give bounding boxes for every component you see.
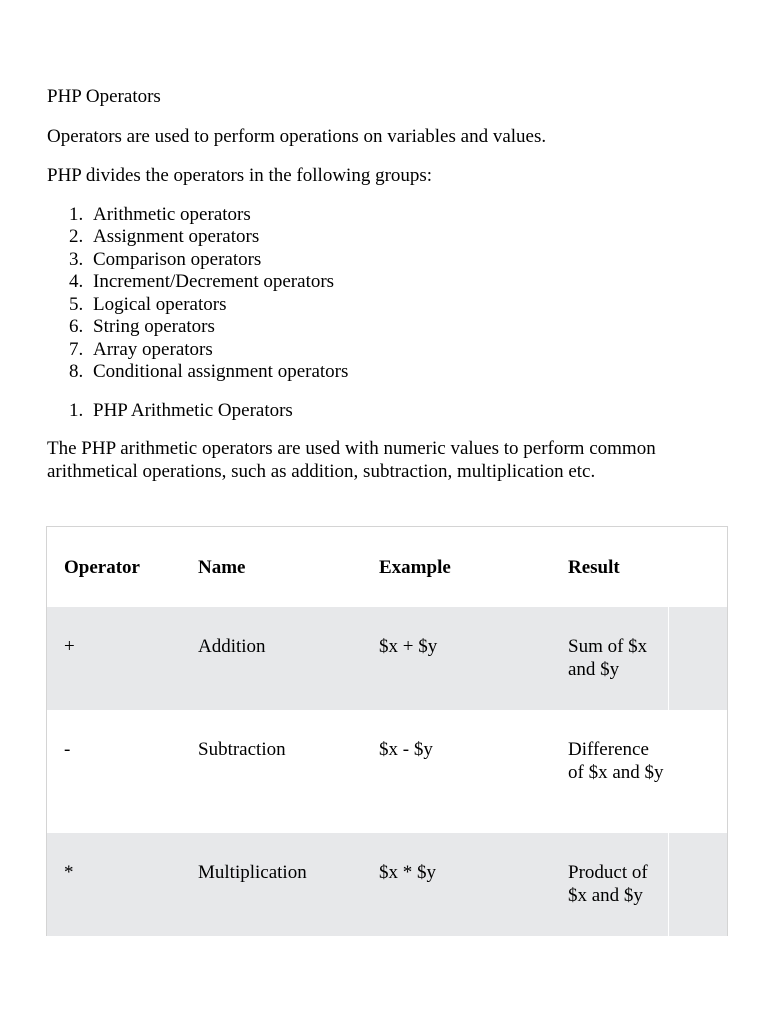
list-number: 7. <box>69 338 84 360</box>
table-row <box>47 833 668 936</box>
list-item-label: Increment/Decrement operators <box>93 271 335 292</box>
groups-intro-paragraph: PHP divides the operators in the following groups: <box>47 165 433 186</box>
table-header-row <box>47 527 668 607</box>
list-number: 2. <box>69 226 84 247</box>
table-row <box>47 710 668 833</box>
cell-example: $x + $y <box>379 607 568 710</box>
list-item <box>47 339 727 362</box>
section-heading <box>47 400 727 423</box>
cell-name: Addition <box>198 607 379 710</box>
list-number: 1. <box>69 399 84 421</box>
list-item <box>47 361 727 384</box>
page-title: PHP Operators <box>47 86 161 107</box>
list-item-label: Arithmetic operators <box>93 203 251 225</box>
document-body <box>47 86 727 500</box>
row-shade-extension <box>669 833 728 936</box>
operators-table <box>47 527 669 936</box>
list-item <box>47 294 727 317</box>
list-item-label: Logical operators <box>93 293 227 315</box>
cell-operator: + <box>47 607 198 710</box>
cell-example: $x - $y <box>379 739 433 760</box>
section-heading-list <box>47 400 727 423</box>
list-item <box>47 249 727 272</box>
list-number: 6. <box>69 316 84 337</box>
cell-operator: - <box>64 739 71 760</box>
row-shade-extension <box>669 607 728 710</box>
operator-groups-list <box>47 204 727 384</box>
cell-name: Multiplication <box>198 833 379 936</box>
cell-result: Difference of $x and $y <box>568 739 664 783</box>
list-number: 8. <box>69 361 84 382</box>
section-heading-label: PHP Arithmetic Operators <box>93 399 293 421</box>
list-item-label: Comparison operators <box>93 248 262 270</box>
list-number: 3. <box>69 248 84 270</box>
list-item-label: Array operators <box>93 338 213 360</box>
list-item <box>47 271 727 294</box>
operators-table-container <box>46 526 728 936</box>
header-result: Result <box>568 557 620 578</box>
header-operator: Operator <box>64 557 140 578</box>
table-row <box>47 607 668 710</box>
header-name: Name <box>198 557 246 578</box>
list-item-label: Conditional assignment operators <box>93 361 349 382</box>
cell-result: Sum of $x and $y <box>568 607 668 710</box>
list-item <box>47 316 727 339</box>
description-paragraph: The PHP arithmetic operators are used with numeric values to perform common arithmetical operations, such as addition, subtraction, multiplication etc. <box>47 438 656 482</box>
cell-operator: * <box>47 833 198 936</box>
list-number: 4. <box>69 271 84 292</box>
list-item-label: Assignment operators <box>93 226 260 247</box>
cell-example: $x * $y <box>379 833 568 936</box>
header-example: Example <box>379 557 451 578</box>
list-item <box>47 204 727 227</box>
list-number: 1. <box>69 203 84 225</box>
list-item-label: String operators <box>93 316 215 337</box>
list-item <box>47 226 727 249</box>
cell-name: Subtraction <box>198 739 286 760</box>
intro-paragraph: Operators are used to perform operations on variables and values. <box>47 125 547 147</box>
list-number: 5. <box>69 293 84 315</box>
cell-result: Product of $x and $y <box>568 833 668 936</box>
